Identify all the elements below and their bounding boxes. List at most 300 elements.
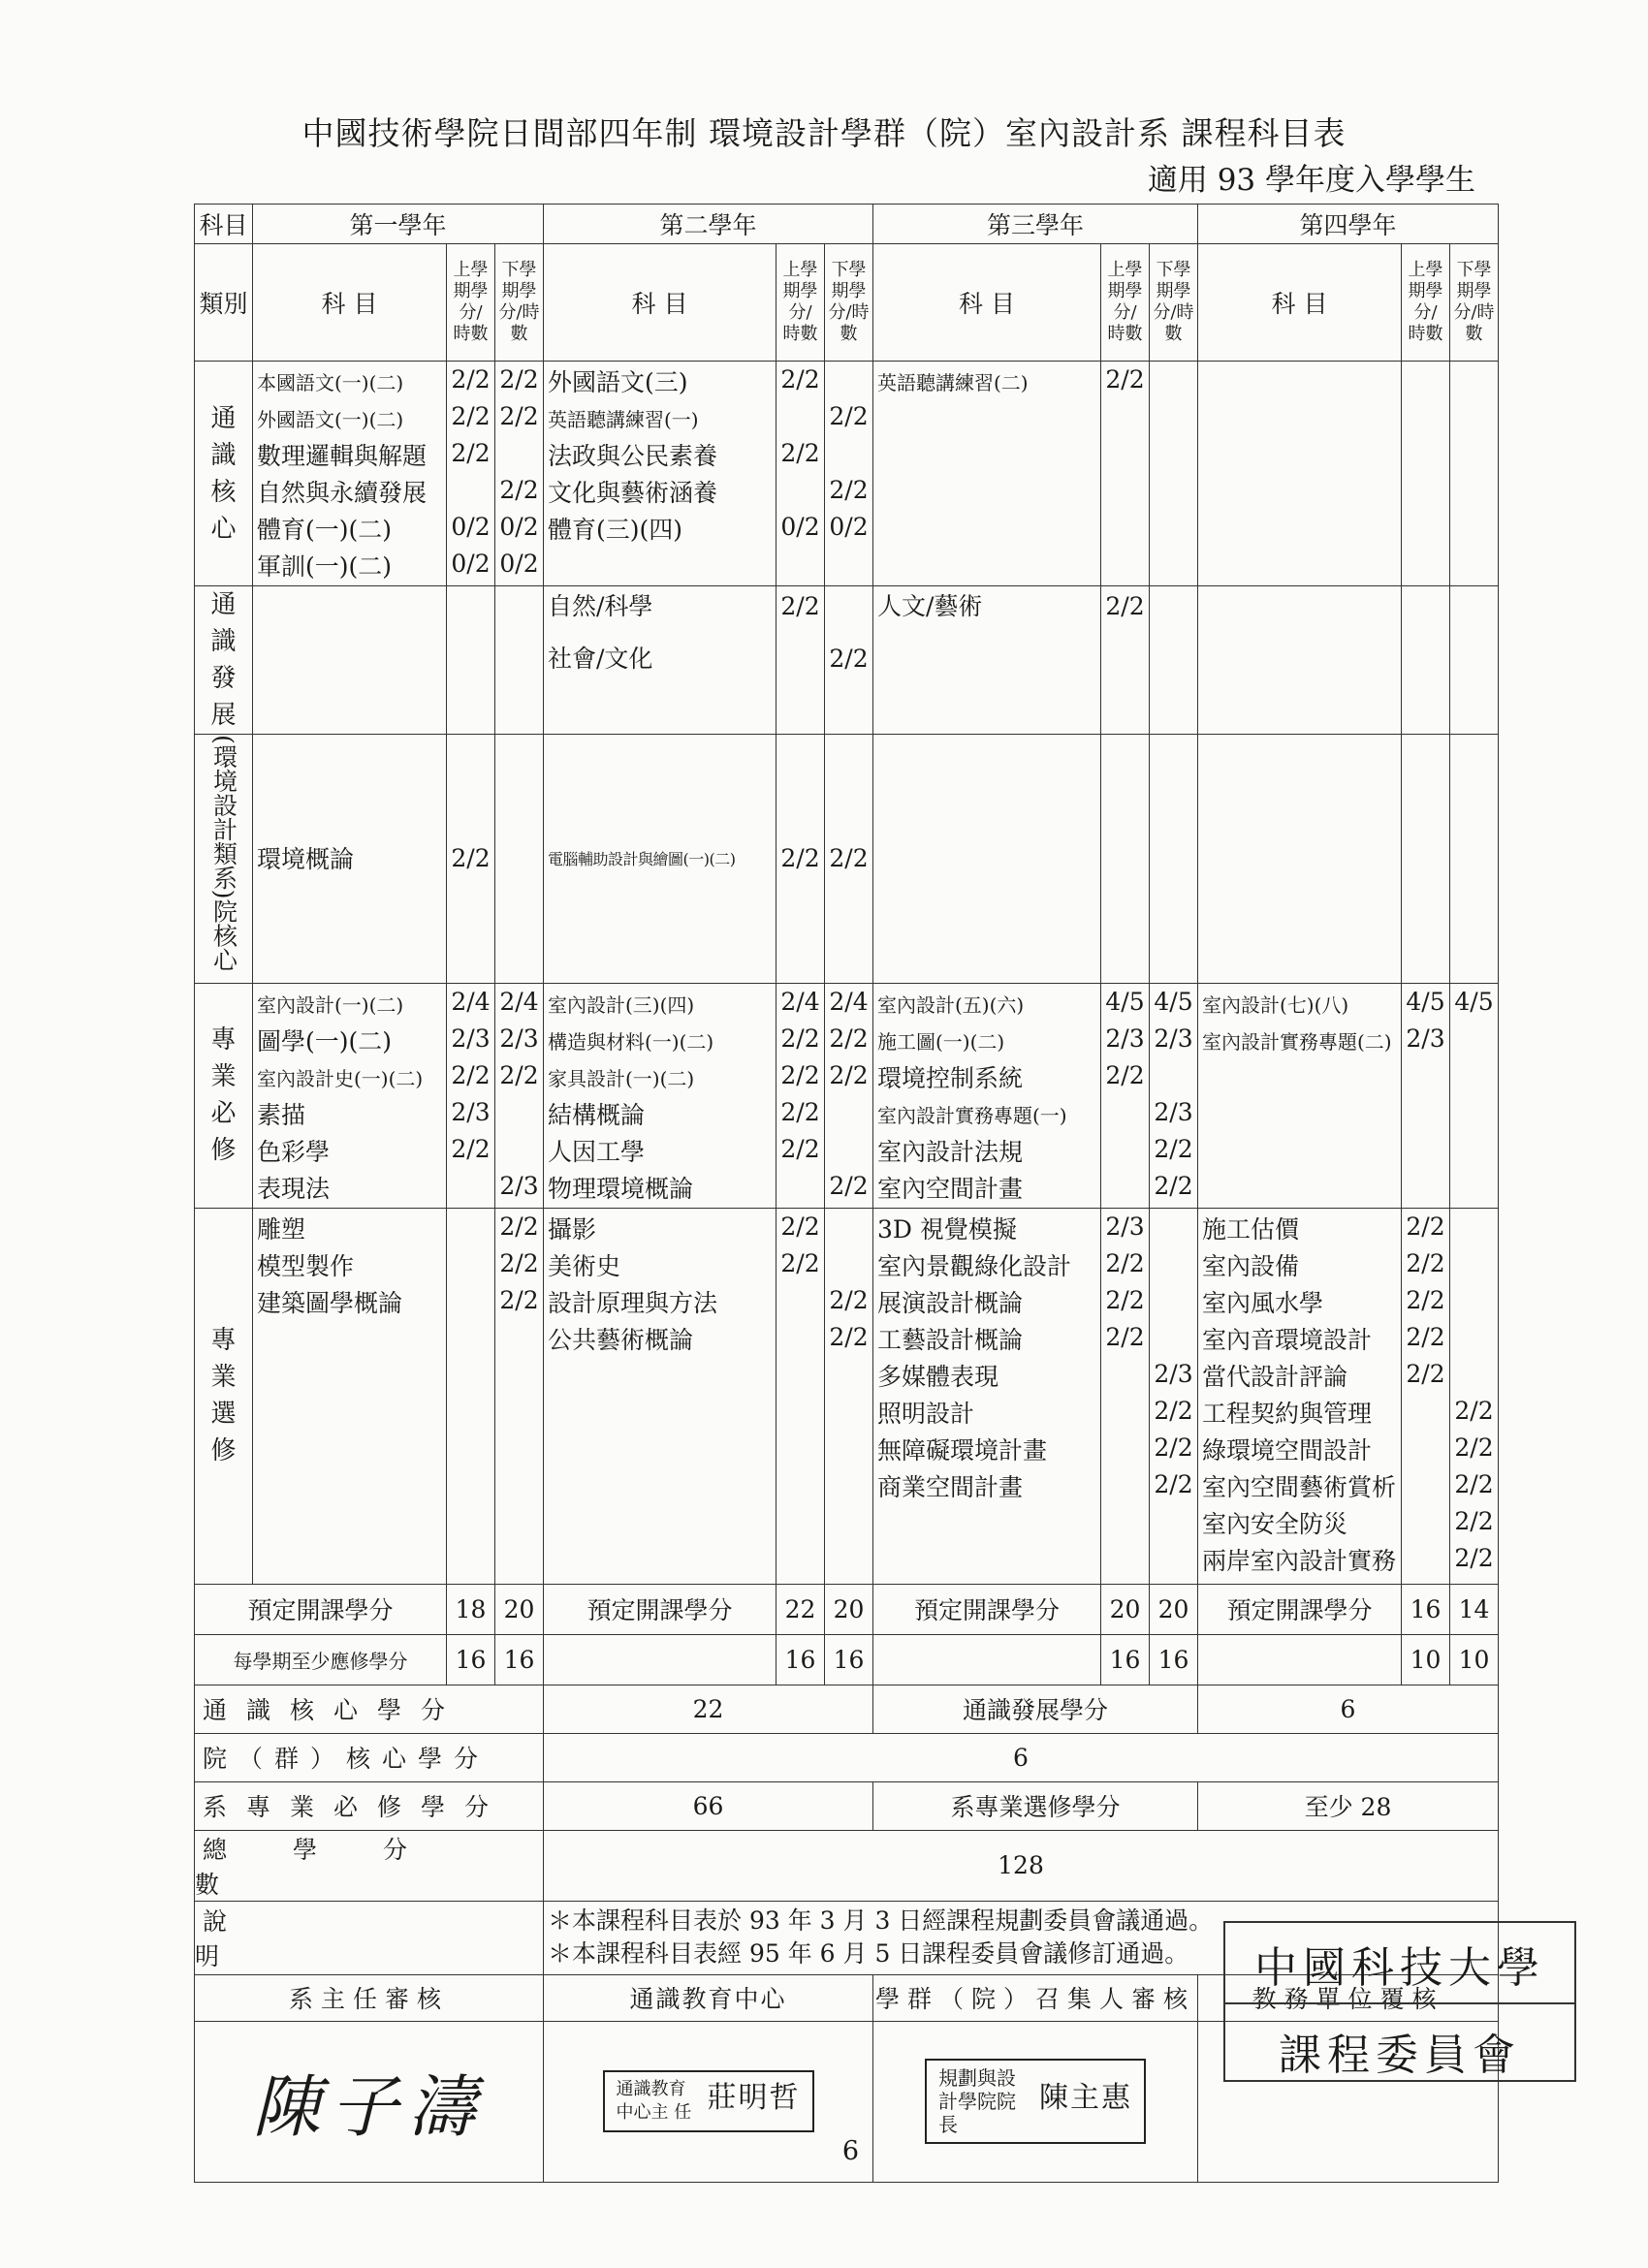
year-label: 第二學年: [659, 211, 757, 239]
course-name: 設計原理與方法: [548, 1288, 718, 1317]
credit-value: 16: [784, 1645, 816, 1674]
minimum-credits-label-cell: [1198, 1634, 1402, 1685]
sem2-credit: 2/3: [1154, 1097, 1193, 1126]
header-year-4: [1198, 205, 1499, 244]
notes-label-cell: [195, 1901, 544, 1974]
header-sem2-line: 期學: [501, 281, 537, 301]
sem2-credit: 2/2: [829, 402, 869, 430]
category-label: 通識發展: [210, 590, 237, 730]
sem2-credit-cell: [1450, 735, 1499, 984]
planned-credits-label: 預定開課學分: [913, 1596, 1060, 1625]
sem1-credit-cell: [447, 735, 495, 984]
course-list-cell: [873, 1208, 1101, 1584]
course-name: 色彩學: [257, 1137, 331, 1166]
sem2-credit: [1150, 1209, 1197, 1245]
header-sem1-line: 期學: [1408, 281, 1443, 301]
minimum-credits-sem1: [447, 1634, 495, 1685]
dept-elective-value: 至少 28: [1304, 1793, 1392, 1822]
sem1-credit: [447, 1168, 494, 1205]
planned-credits-sem1: [776, 1584, 825, 1634]
sem1-credit: 2/2: [1105, 1285, 1145, 1314]
course-name: 室內空間計畫: [877, 1174, 1024, 1203]
sem1-credit: [1402, 1430, 1449, 1466]
sem1-credit: 2/2: [451, 439, 491, 467]
dept-required-label: 系專業必修學分: [203, 1793, 509, 1822]
credit-value: 16: [1410, 1594, 1442, 1623]
course-list-cell: [253, 586, 447, 735]
sem1-credit: 2/3: [451, 1024, 491, 1053]
sem1-credit: [447, 1282, 494, 1319]
course-name: 室內設計(三)(四): [548, 992, 695, 1017]
college-core-label-cell: [195, 1733, 544, 1781]
sem1-credit-cell: [776, 735, 825, 984]
course-name: 家具設計(一)(二): [548, 1066, 695, 1090]
sem2-credit-cell: [495, 362, 544, 586]
sem1-credit: 2/2: [451, 1060, 491, 1089]
category-cell: [195, 1208, 253, 1584]
year-label: 第一學年: [349, 211, 447, 239]
sem1-credit: 2/2: [1105, 1322, 1145, 1351]
credit-value: 22: [784, 1594, 816, 1623]
sem2-credit-cell: [495, 586, 544, 735]
sem2-credit-cell: [1450, 1208, 1499, 1584]
sem1-credit: 2/2: [1105, 365, 1145, 394]
curriculum-table: [194, 204, 1499, 2183]
sem1-credit: [776, 1282, 824, 1319]
course-name: 本國語文(一)(二): [257, 371, 404, 394]
seal-committee-name: 課程委員會: [1279, 2031, 1521, 2080]
course-name: 文化與藝術涵養: [548, 479, 718, 507]
course-list-cell: [253, 362, 447, 586]
sem2-credit: 2/2: [829, 1024, 869, 1053]
course-name: 軍訓(一)(二): [257, 552, 393, 581]
sem2-credit: [1450, 1319, 1498, 1356]
header-sem2-line: 數: [1465, 324, 1483, 344]
course-name: 人文/藝術: [877, 592, 983, 620]
gen-dev-label-cell: [873, 1685, 1198, 1733]
header-course: [544, 244, 776, 362]
course-name: 無障礙環境計畫: [877, 1435, 1048, 1465]
sem2-credit: 0/2: [499, 513, 539, 541]
course-name: 環境控制系統: [877, 1063, 1024, 1092]
sem2-credit: 2/2: [499, 402, 539, 430]
sem1-credit: 2/2: [1406, 1359, 1445, 1388]
sem2-credit: [1150, 362, 1197, 398]
course-name: 多媒體表現: [877, 1362, 999, 1391]
sem2-credit: 2/2: [1454, 1469, 1494, 1498]
sem2-credit: 2/2: [1454, 1506, 1494, 1535]
document-title: 中國技術學院日間部四年制 環境設計學群（院）室內設計系 課程科目表: [301, 114, 1347, 152]
sem2-credit: 2/3: [499, 1171, 539, 1200]
header-sem2: [1150, 244, 1198, 362]
course-name: 電腦輔助設計與繪圖(一)(二): [548, 850, 736, 869]
sem2-credit-cell: [825, 1208, 873, 1584]
sem1-credit-cell: [776, 983, 825, 1208]
sem2-credit: [1450, 1245, 1498, 1282]
sem2-credit: 2/2: [499, 476, 539, 504]
category-label: 專業選修: [210, 1326, 237, 1466]
sem1-credit-cell: [776, 1208, 825, 1584]
sem2-credit-cell: [825, 735, 873, 984]
credit-value: 14: [1458, 1594, 1490, 1623]
course-name: 數理邏輯與解題: [257, 442, 428, 470]
header-course-label: 科 目: [959, 290, 1015, 318]
college-core-value: 6: [1013, 1743, 1029, 1772]
sem2-credit: 2/2: [499, 1212, 539, 1241]
course-name: 攝影: [548, 1214, 597, 1244]
sem1-credit-cell: [1402, 1208, 1450, 1584]
sem1-credit: 2/2: [780, 439, 820, 467]
seal-divider: [1225, 2002, 1574, 2004]
sem1-credit: 2/4: [451, 987, 491, 1016]
header-category-label: 類別: [199, 290, 248, 318]
minimum-credits-label-cell: [873, 1634, 1101, 1685]
header-sem1-line: 分/: [788, 302, 812, 323]
college-core-label: 院（群）核心學分: [203, 1745, 491, 1774]
sem1-credit: [1101, 1168, 1149, 1205]
course-name: 工藝設計概論: [877, 1325, 1024, 1354]
header-sem2: [825, 244, 873, 362]
course-list-cell: [1198, 586, 1402, 735]
sem2-credit: 2/2: [829, 1060, 869, 1089]
course-name: 當代設計評論: [1202, 1362, 1348, 1391]
sem1-credit-cell: [1101, 586, 1150, 735]
minimum-credits-sem1: [1402, 1634, 1450, 1685]
sem1-credit: 2/2: [1406, 1248, 1445, 1277]
dept-elective-label: 系專業選修學分: [950, 1793, 1121, 1822]
year-label: 第四學年: [1299, 211, 1397, 239]
course-name: 室內設計實務專題(一): [877, 1103, 1067, 1127]
sem1-credit: 0/2: [780, 513, 820, 541]
credit-value: 16: [1109, 1645, 1141, 1674]
header-sem2-line: 數: [510, 324, 528, 344]
dept-required-label-cell: [195, 1781, 544, 1830]
sem2-credit: [1450, 1021, 1498, 1057]
sem1-credit: 2/2: [780, 843, 820, 872]
sem1-credit: 2/2: [780, 592, 820, 620]
header-sem1-line: 上學: [782, 260, 818, 280]
sem1-credit: [776, 472, 824, 509]
dept-elective-label-cell: [873, 1781, 1198, 1830]
gen-ed-stamp: [603, 2070, 814, 2132]
planned-credits-label-cell: [195, 1584, 447, 1634]
header-subject: [195, 205, 253, 244]
header-sem2-line: 分/時: [1453, 302, 1495, 323]
sem1-credit: 4/5: [1105, 987, 1145, 1016]
credit-value: 10: [1410, 1645, 1442, 1674]
course-list-cell: [873, 362, 1101, 586]
header-sem1-line: 分/: [1113, 302, 1137, 323]
college-core-value-cell: [544, 1733, 1499, 1781]
header-course: [873, 244, 1101, 362]
sem1-credit-cell: [1101, 362, 1150, 586]
sem1-credit: 2/2: [451, 1134, 491, 1163]
approval-label-cell: [544, 1974, 873, 2021]
planned-credits-sem1: [1402, 1584, 1450, 1634]
sem2-credit: 2/2: [499, 1248, 539, 1277]
notes-label: 說明: [195, 1907, 505, 1971]
category-cell: [195, 735, 253, 984]
header-course: [1198, 244, 1402, 362]
planned-credits-label: 預定開課學分: [586, 1596, 733, 1625]
course-name: 自然/科學: [548, 592, 653, 620]
header-sem1-line: 分/: [459, 302, 483, 323]
sem2-credit: [1150, 1245, 1197, 1282]
gen-ed-stamp-name: 莊明哲: [707, 2081, 801, 2116]
sem1-credit-cell: [1402, 362, 1450, 586]
minimum-credits-sem2: [825, 1634, 873, 1685]
approval-label-cell: [873, 1974, 1198, 2021]
course-name: 室內設計史(一)(二): [257, 1066, 424, 1090]
sem1-credit: [447, 472, 494, 509]
course-name: 室內安全防災: [1202, 1509, 1348, 1538]
header-course-label: 科 目: [631, 290, 688, 318]
header-sem1-line: 上學: [453, 260, 489, 280]
sem2-credit-cell: [1150, 586, 1198, 735]
sem1-credit-cell: [776, 586, 825, 735]
sem1-credit: 2/2: [780, 1024, 820, 1053]
header-sem2-line: 期學: [1456, 281, 1492, 301]
minimum-credits-label: 每學期至少應修學分: [233, 1649, 408, 1673]
sem1-credit: 2/2: [451, 402, 491, 430]
course-list-cell: [253, 983, 447, 1208]
sem1-credit: [776, 1319, 824, 1356]
sem1-credit: [776, 398, 824, 435]
sem2-credit-cell: [1150, 735, 1198, 984]
course-name: 施工估價: [1202, 1214, 1300, 1244]
sem1-credit: 2/2: [1105, 592, 1145, 620]
category-cell: [195, 362, 253, 586]
sem2-credit-cell: [495, 735, 544, 984]
course-list-cell: [544, 735, 776, 984]
category-cell: [195, 983, 253, 1208]
sem2-credit: [1150, 1319, 1197, 1356]
header-sem1-line: 時數: [1408, 324, 1443, 344]
course-list-cell: [1198, 362, 1402, 586]
sem2-credit: 2/3: [1154, 1359, 1193, 1388]
sem1-credit-cell: [447, 586, 495, 735]
header-sem1-line: 上學: [1408, 260, 1443, 280]
gen-dev-value-cell: [1198, 1685, 1499, 1733]
category-label: 專業必修: [210, 1025, 237, 1166]
sem1-credit: 2/2: [780, 1248, 820, 1277]
course-name: 室內音環境設計: [1202, 1325, 1373, 1354]
sem2-credit: 2/2: [829, 1285, 869, 1314]
document-subtitle: 適用 93 學年度入學學生: [1147, 163, 1475, 198]
credit-value: 16: [455, 1645, 487, 1674]
sem1-credit: [447, 1209, 494, 1245]
minimum-credits-sem1: [1101, 1634, 1150, 1685]
sem2-credit: [825, 1209, 872, 1245]
sem2-credit-cell: [825, 362, 873, 586]
sem2-credit-cell: [1150, 362, 1198, 586]
sem1-credit: 2/2: [780, 1212, 820, 1241]
header-sem2-line: 分/時: [498, 302, 540, 323]
course-name: 表現法: [257, 1174, 331, 1203]
header-sem2-line: 分/時: [1153, 302, 1194, 323]
sem1-credit: 2/3: [1105, 1024, 1145, 1053]
sem1-credit: 2/3: [451, 1097, 491, 1126]
sem1-credit: 2/3: [1406, 1024, 1445, 1053]
sem2-credit: 2/4: [499, 987, 539, 1016]
sem1-credit: 4/5: [1406, 987, 1445, 1016]
header-category: [195, 244, 253, 362]
course-name: 外國語文(一)(二): [257, 408, 404, 431]
sem1-credit: [447, 1245, 494, 1282]
header-year-3: [873, 205, 1198, 244]
sem2-credit: 2/2: [1454, 1433, 1494, 1462]
category-cell: [195, 586, 253, 735]
sem2-credit: 2/2: [829, 1171, 869, 1200]
course-name: 雕塑: [257, 1214, 306, 1244]
sem1-credit: 2/2: [1406, 1322, 1445, 1351]
gen-ed-stamp-title: 通識教育中心主 任: [616, 2079, 692, 2124]
approval-label: 教務單位覆核: [1252, 1985, 1444, 2014]
course-name: 室內景觀綠化設計: [877, 1251, 1072, 1280]
header-sem2-line: 數: [840, 324, 858, 344]
course-name: 自然與永續發展: [257, 479, 428, 507]
sem2-credit: 4/5: [1154, 987, 1193, 1016]
year-label: 第三學年: [986, 211, 1084, 239]
planned-credits-sem2: [495, 1584, 544, 1634]
sem1-credit: 2/2: [1406, 1285, 1445, 1314]
header-sem2-line: 期學: [1156, 281, 1191, 301]
course-list-cell: [544, 362, 776, 586]
sem1-credit: [1101, 1393, 1149, 1430]
approval-label: 學群（院）召集人審核: [874, 1985, 1195, 2014]
sem2-credit: 2/2: [1154, 1469, 1193, 1498]
sem1-credit-cell: [447, 362, 495, 586]
course-name: 商業空間計畫: [877, 1472, 1024, 1501]
college-stamp-title: 規劃與設計學院院長: [938, 2066, 1016, 2137]
course-name: 素描: [257, 1100, 306, 1129]
sem2-credit: 2/2: [1154, 1171, 1193, 1200]
course-name: 照明設計: [877, 1399, 975, 1428]
minimum-credits-label-cell: [544, 1634, 776, 1685]
total-value-cell: [544, 1830, 1499, 1901]
sem2-credit: 4/5: [1454, 987, 1494, 1016]
course-list-cell: [873, 735, 1101, 984]
sem1-credit: [1402, 1503, 1449, 1540]
header-sem1: [447, 244, 495, 362]
gen-dev-value: 6: [1340, 1694, 1356, 1723]
sem1-credit: 2/2: [780, 1060, 820, 1089]
course-name: 物理環境概論: [548, 1174, 694, 1203]
course-list-cell: [544, 983, 776, 1208]
course-name: 建築圖學概論: [257, 1288, 403, 1317]
course-name: 美術史: [548, 1251, 621, 1280]
credit-value: 16: [503, 1645, 535, 1674]
note-line: ＊本課程科目表經 95 年 6 月 5 日課程委員會議修訂通過。: [548, 1938, 1189, 1968]
course-list-cell: [1198, 1208, 1402, 1584]
credit-value: 20: [833, 1594, 865, 1623]
course-name: 人因工學: [548, 1137, 646, 1166]
course-name: 體育(一)(二): [257, 516, 393, 544]
credit-value: 20: [1157, 1594, 1189, 1623]
sem1-credit: [1101, 1094, 1149, 1131]
sem1-credit-cell: [447, 983, 495, 1208]
sem2-credit: [1450, 1209, 1498, 1245]
minimum-credits-sem2: [1150, 1634, 1198, 1685]
course-name: 體育(三)(四): [548, 516, 683, 544]
sem1-credit: [776, 1168, 824, 1205]
sem2-credit: [1150, 1057, 1197, 1094]
sem1-credit: [1101, 1430, 1149, 1466]
header-sem2-line: 下學: [831, 260, 867, 280]
total-label: 總學分數: [195, 1835, 474, 1899]
sem2-credit: [495, 435, 543, 472]
chair-signature: 陳子濤: [252, 2066, 486, 2147]
header-course-label: 科 目: [1271, 290, 1328, 318]
header-sem1-line: 時數: [1107, 324, 1143, 344]
course-name: 工程契約與管理: [1202, 1399, 1373, 1428]
course-list-cell: [253, 735, 447, 984]
sem2-credit: [825, 588, 872, 625]
course-name: 外國語文(三): [548, 368, 688, 396]
credit-value: 20: [503, 1594, 535, 1623]
sem1-credit: [1402, 1466, 1449, 1503]
planned-credits-sem2: [825, 1584, 873, 1634]
course-name: 室內設計(一)(二): [257, 992, 404, 1017]
sem2-credit: 2/2: [829, 1322, 869, 1351]
planned-credits-sem1: [447, 1584, 495, 1634]
sem2-credit: [1450, 1356, 1498, 1393]
planned-credits-label: 預定開課學分: [1226, 1596, 1373, 1625]
sem1-credit: [1402, 1393, 1449, 1430]
sem2-credit: 2/2: [829, 476, 869, 504]
planned-credits-sem2: [1150, 1584, 1198, 1634]
sem2-credit-cell: [825, 983, 873, 1208]
planned-credits-label: 預定開課學分: [247, 1596, 394, 1625]
sem2-credit: 2/2: [1154, 1433, 1193, 1462]
credit-value: 20: [1109, 1594, 1141, 1623]
sem2-credit-cell: [495, 1208, 544, 1584]
header-sem1-line: 上學: [1107, 260, 1143, 280]
planned-credits-sem2: [1450, 1584, 1499, 1634]
header-course-label: 科 目: [321, 290, 378, 318]
credit-value: 16: [1157, 1645, 1189, 1674]
sem2-credit: 2/3: [499, 1024, 539, 1053]
sem1-credit: 0/2: [451, 513, 491, 541]
sem2-credit: [825, 1094, 872, 1131]
sem1-credit: 0/2: [451, 550, 491, 578]
sem2-credit-cell: [1150, 1208, 1198, 1584]
header-sem1-line: 時數: [782, 324, 818, 344]
academic-affairs-seal: [1223, 1921, 1576, 2082]
planned-credits-sem1: [1101, 1584, 1150, 1634]
sem1-credit-cell: [1402, 735, 1450, 984]
course-name: 公共藝術概論: [548, 1325, 694, 1354]
header-sem1: [776, 244, 825, 362]
header-sem2-line: 分/時: [828, 302, 870, 323]
course-name: 圖學(一)(二): [257, 1026, 393, 1055]
sem1-credit-cell: [1101, 1208, 1150, 1584]
course-name: 3D 視覺模擬: [877, 1214, 1017, 1244]
course-name: 英語聽講練習(一): [548, 408, 699, 431]
approval-label: 通識教育中心: [629, 1985, 787, 2014]
sem2-credit-cell: [1450, 983, 1499, 1208]
sem1-credit: 2/2: [780, 1134, 820, 1163]
header-sem2-line: 數: [1164, 324, 1183, 344]
sem1-credit: [1402, 1540, 1449, 1577]
credit-value: 18: [455, 1594, 487, 1623]
course-name: 法政與公民素養: [548, 442, 718, 470]
course-name: 結構概論: [548, 1100, 646, 1129]
course-name: 室內設計(七)(八): [1202, 992, 1349, 1017]
sem2-credit-cell: [825, 586, 873, 735]
category-label: 通識核心: [210, 403, 237, 544]
page-number: 6: [841, 2136, 860, 2166]
